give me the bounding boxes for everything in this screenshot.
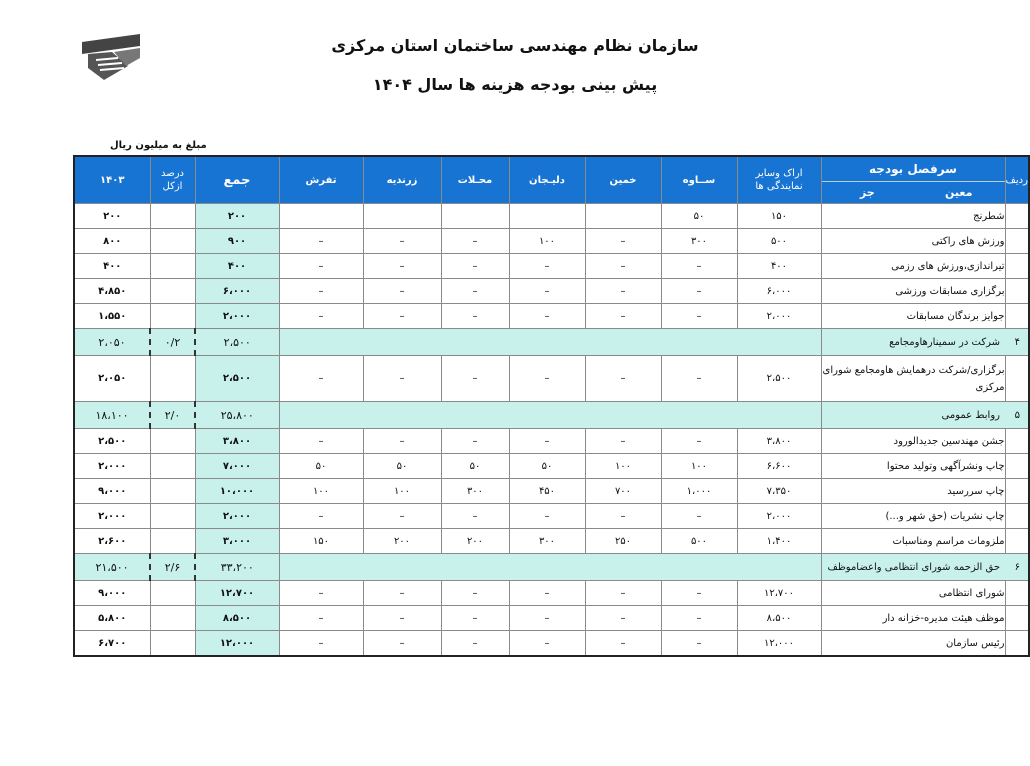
cell-description: جوایز برندگان مسابقات (821, 304, 1005, 329)
cell-delijan: – (509, 504, 585, 529)
cell-khomein (585, 204, 661, 229)
header-arak: اراک وسایر نمایندگی ها (737, 156, 821, 204)
cell-total: ۷،۰۰۰ (195, 454, 279, 479)
cell-khomein: – (585, 606, 661, 631)
cell-zarandieh: – (363, 254, 441, 279)
header-delijan: دلیـجان (509, 156, 585, 204)
cell-tafresh: – (279, 254, 363, 279)
table-row (74, 356, 1029, 402)
cell-zarandieh: ۱۰۰ (363, 479, 441, 504)
cell-zarandieh: – (363, 581, 441, 606)
cell-description: جشن مهندسین جدیدالورود (821, 429, 1005, 454)
organization-title: سازمان نظام مهندسی ساختمان استان مرکزی (331, 36, 699, 55)
table-row (74, 479, 1029, 504)
cell-tafresh: ۵۰ (279, 454, 363, 479)
cell-total: ۳،۸۰۰ (195, 429, 279, 454)
cell-description: ورزش های راکتی (821, 229, 1005, 254)
header-khomein: خمین (585, 156, 661, 204)
table-header-row (74, 156, 1029, 204)
cell-radif (1005, 429, 1029, 454)
group-label: حق الزحمه شورای انتظامی واعضاموظف (827, 561, 1000, 573)
cell-delijan: – (509, 429, 585, 454)
cell-1403: ۴،۸۵۰ (74, 279, 150, 304)
group-1403: ۲۱،۵۰۰ (74, 554, 150, 581)
unit-note: مبلغ به میلیون ریال (110, 140, 207, 151)
cell-saveh: ۵۰ (661, 204, 737, 229)
cell-description: برگزاری/شرکت درهمایش هاومجامع شورای مرکزی (821, 356, 1005, 402)
cell-tafresh: ۱۰۰ (279, 479, 363, 504)
cell-delijan: – (509, 631, 585, 657)
cell-radif (1005, 504, 1029, 529)
cell-description: تیراندازی،ورزش های رزمی (821, 254, 1005, 279)
cell-mahallat: – (441, 631, 509, 657)
cell-delijan: – (509, 581, 585, 606)
cell-radif (1005, 204, 1029, 229)
table-row (74, 454, 1029, 479)
document-title: پیش بینی بودجه هزینه ها سال ۱۴۰۴ (372, 75, 658, 94)
cell-zarandieh: – (363, 606, 441, 631)
group-number: ۵ (1014, 409, 1020, 421)
cell-percent (150, 254, 195, 279)
cell-zarandieh: – (363, 356, 441, 402)
organization-logo (78, 32, 144, 82)
cell-khomein: – (585, 581, 661, 606)
group-blank (279, 554, 821, 581)
cell-radif (1005, 606, 1029, 631)
group-label: روابط عمومی (941, 409, 1000, 421)
cell-tafresh: – (279, 229, 363, 254)
cell-tafresh: – (279, 356, 363, 402)
cell-zarandieh: – (363, 631, 441, 657)
table-row (74, 304, 1029, 329)
cell-total: ۳،۰۰۰ (195, 529, 279, 554)
table-row (74, 581, 1029, 606)
cell-delijan: ۴۵۰ (509, 479, 585, 504)
cell-description: چاپ سررسید (821, 479, 1005, 504)
cell-mahallat: – (441, 304, 509, 329)
group-label: شرکت در سمینارهاومجامع (889, 336, 1000, 348)
cell-delijan: – (509, 279, 585, 304)
cell-total: ۱۰،۰۰۰ (195, 479, 279, 504)
cell-description: ملزومات مراسم ومناسبات (821, 529, 1005, 554)
cell-saveh: – (661, 356, 737, 402)
table-row (74, 204, 1029, 229)
cell-1403: ۲،۰۵۰ (74, 356, 150, 402)
group-title (821, 554, 1029, 581)
table-row (74, 529, 1029, 554)
cell-1403: ۱،۵۵۰ (74, 304, 150, 329)
cell-total: ۱۲،۰۰۰ (195, 631, 279, 657)
cell-arak: ۳،۸۰۰ (737, 429, 821, 454)
header-1403: ۱۴۰۳ (74, 156, 150, 204)
cell-description: برگزاری مسابقات ورزشی (821, 279, 1005, 304)
cell-1403: ۹،۰۰۰ (74, 479, 150, 504)
cell-saveh: – (661, 606, 737, 631)
cell-delijan: – (509, 356, 585, 402)
cell-mahallat: ۲۰۰ (441, 529, 509, 554)
cell-saveh: ۱۰۰ (661, 454, 737, 479)
cell-percent (150, 504, 195, 529)
cell-delijan: ۱۰۰ (509, 229, 585, 254)
cell-khomein: ۱۰۰ (585, 454, 661, 479)
cell-1403: ۵،۸۰۰ (74, 606, 150, 631)
cell-zarandieh: ۲۰۰ (363, 529, 441, 554)
group-row (74, 554, 1029, 581)
cell-1403: ۹،۰۰۰ (74, 581, 150, 606)
cell-saveh: – (661, 504, 737, 529)
cell-arak: ۶،۰۰۰ (737, 279, 821, 304)
cell-zarandieh: ۵۰ (363, 454, 441, 479)
cell-arak: ۷،۳۵۰ (737, 479, 821, 504)
cell-khomein: – (585, 429, 661, 454)
cell-radif (1005, 631, 1029, 657)
cell-mahallat (441, 204, 509, 229)
cell-description: چاپ نشریات (حق شهر و...) (821, 504, 1005, 529)
cell-radif (1005, 479, 1029, 504)
cell-saveh: – (661, 429, 737, 454)
cell-percent (150, 429, 195, 454)
cell-total: ۱۲،۷۰۰ (195, 581, 279, 606)
group-total: ۲،۵۰۰ (195, 329, 279, 356)
cell-mahallat: – (441, 429, 509, 454)
group-row (74, 402, 1029, 429)
cell-zarandieh: – (363, 304, 441, 329)
cell-total: ۲۰۰ (195, 204, 279, 229)
cell-radif (1005, 304, 1029, 329)
header-section (821, 156, 1005, 204)
header-moein: معین (945, 186, 973, 199)
cell-tafresh: – (279, 631, 363, 657)
cell-percent (150, 229, 195, 254)
cell-percent (150, 304, 195, 329)
cell-percent (150, 279, 195, 304)
table-row (74, 631, 1029, 657)
cell-mahallat: – (441, 229, 509, 254)
group-1403: ۱۸،۱۰۰ (74, 402, 150, 429)
cell-khomein: – (585, 229, 661, 254)
cell-1403: ۶،۷۰۰ (74, 631, 150, 657)
group-1403: ۲،۰۵۰ (74, 329, 150, 356)
group-total: ۳۳،۲۰۰ (195, 554, 279, 581)
cell-delijan: ۵۰ (509, 454, 585, 479)
header-mahallat: محـلات (441, 156, 509, 204)
header-tafresh: تفرش (279, 156, 363, 204)
cell-radif (1005, 581, 1029, 606)
cell-radif (1005, 529, 1029, 554)
cell-1403: ۸۰۰ (74, 229, 150, 254)
cell-mahallat: – (441, 279, 509, 304)
cell-percent (150, 581, 195, 606)
cell-khomein: – (585, 279, 661, 304)
cell-khomein: ۷۰۰ (585, 479, 661, 504)
cell-1403: ۲۰۰ (74, 204, 150, 229)
cell-percent (150, 606, 195, 631)
cell-mahallat: ۵۰ (441, 454, 509, 479)
group-blank (279, 329, 821, 356)
cell-percent (150, 454, 195, 479)
cell-1403: ۴۰۰ (74, 254, 150, 279)
cell-saveh: – (661, 631, 737, 657)
cell-delijan: – (509, 304, 585, 329)
cell-arak: ۱۵۰ (737, 204, 821, 229)
cell-total: ۴۰۰ (195, 254, 279, 279)
cell-description: شطرنج (821, 204, 1005, 229)
cell-mahallat: – (441, 254, 509, 279)
group-row (74, 329, 1029, 356)
cell-mahallat: – (441, 606, 509, 631)
cell-tafresh: – (279, 581, 363, 606)
group-title (821, 402, 1029, 429)
cell-delijan (509, 204, 585, 229)
budget-table (73, 155, 1030, 657)
cell-khomein: – (585, 254, 661, 279)
cell-radif (1005, 454, 1029, 479)
table-row (74, 229, 1029, 254)
cell-radif (1005, 229, 1029, 254)
cell-tafresh: – (279, 504, 363, 529)
cell-arak: ۱۲،۰۰۰ (737, 631, 821, 657)
cell-arak: ۴۰۰ (737, 254, 821, 279)
cell-arak: ۶،۶۰۰ (737, 454, 821, 479)
table-row (74, 606, 1029, 631)
cell-saveh: ۵۰۰ (661, 529, 737, 554)
cell-percent (150, 529, 195, 554)
header-percent: درصد ازکل (150, 156, 195, 204)
cell-percent (150, 479, 195, 504)
cell-mahallat: – (441, 581, 509, 606)
cell-delijan: ۳۰۰ (509, 529, 585, 554)
cell-arak: ۵۰۰ (737, 229, 821, 254)
cell-radif (1005, 356, 1029, 402)
cell-arak: ۲،۵۰۰ (737, 356, 821, 402)
cell-percent (150, 356, 195, 402)
cell-1403: ۲،۰۰۰ (74, 454, 150, 479)
group-title (821, 329, 1029, 356)
header-radif: ردیف (1005, 156, 1029, 204)
cell-radif (1005, 254, 1029, 279)
group-percent: ۲/۰ (150, 402, 195, 429)
table-body (74, 204, 1029, 657)
cell-total: ۸،۵۰۰ (195, 606, 279, 631)
cell-saveh: ۱،۰۰۰ (661, 479, 737, 504)
cell-radif (1005, 279, 1029, 304)
cell-mahallat: ۳۰۰ (441, 479, 509, 504)
cell-khomein: – (585, 631, 661, 657)
cell-khomein: – (585, 504, 661, 529)
header-total: جمع (195, 156, 279, 204)
cell-zarandieh: – (363, 279, 441, 304)
header-section-title: سرفصل بودجه (822, 157, 1005, 182)
cell-arak: ۲،۰۰۰ (737, 504, 821, 529)
cell-description: چاپ ونشرآگهی وتولید محتوا (821, 454, 1005, 479)
cell-khomein: ۲۵۰ (585, 529, 661, 554)
cell-mahallat: – (441, 504, 509, 529)
table-row (74, 429, 1029, 454)
cell-zarandieh: – (363, 504, 441, 529)
cell-zarandieh (363, 204, 441, 229)
group-total: ۲۵،۸۰۰ (195, 402, 279, 429)
cell-saveh: – (661, 279, 737, 304)
table-row (74, 279, 1029, 304)
cell-saveh: – (661, 581, 737, 606)
table-row (74, 254, 1029, 279)
cell-saveh: – (661, 304, 737, 329)
cell-tafresh: – (279, 279, 363, 304)
cell-delijan: – (509, 254, 585, 279)
table-row (74, 504, 1029, 529)
cell-tafresh (279, 204, 363, 229)
cell-total: ۹۰۰ (195, 229, 279, 254)
header-zarandieh: زرندیه (363, 156, 441, 204)
group-percent: ۰/۲ (150, 329, 195, 356)
cell-khomein: – (585, 304, 661, 329)
cell-zarandieh: – (363, 229, 441, 254)
cell-description: شورای انتظامی (821, 581, 1005, 606)
group-blank (279, 402, 821, 429)
cell-total: ۲،۰۰۰ (195, 504, 279, 529)
header-saveh: ســاوه (661, 156, 737, 204)
cell-arak: ۸،۵۰۰ (737, 606, 821, 631)
cell-total: ۲،۵۰۰ (195, 356, 279, 402)
cell-khomein: – (585, 356, 661, 402)
cell-percent (150, 631, 195, 657)
group-percent: ۲/۶ (150, 554, 195, 581)
cell-description: رئیس سازمان (821, 631, 1005, 657)
cell-tafresh: – (279, 606, 363, 631)
cell-1403: ۲،۶۰۰ (74, 529, 150, 554)
cell-tafresh: ۱۵۰ (279, 529, 363, 554)
header-joz: جز (859, 186, 875, 199)
cell-delijan: – (509, 606, 585, 631)
cell-1403: ۲،۵۰۰ (74, 429, 150, 454)
cell-total: ۶،۰۰۰ (195, 279, 279, 304)
cell-arak: ۱،۴۰۰ (737, 529, 821, 554)
cell-percent (150, 204, 195, 229)
cell-arak: ۱۲،۷۰۰ (737, 581, 821, 606)
cell-description: موظف هیئت مدیره-خزانه دار (821, 606, 1005, 631)
group-number: ۴ (1014, 336, 1020, 348)
cell-arak: ۲،۰۰۰ (737, 304, 821, 329)
cell-tafresh: – (279, 429, 363, 454)
cell-mahallat: – (441, 356, 509, 402)
group-number: ۶ (1014, 561, 1020, 573)
cell-saveh: ۳۰۰ (661, 229, 737, 254)
cell-zarandieh: – (363, 429, 441, 454)
cell-1403: ۲،۰۰۰ (74, 504, 150, 529)
cell-saveh: – (661, 254, 737, 279)
cell-total: ۲،۰۰۰ (195, 304, 279, 329)
cell-tafresh: – (279, 304, 363, 329)
